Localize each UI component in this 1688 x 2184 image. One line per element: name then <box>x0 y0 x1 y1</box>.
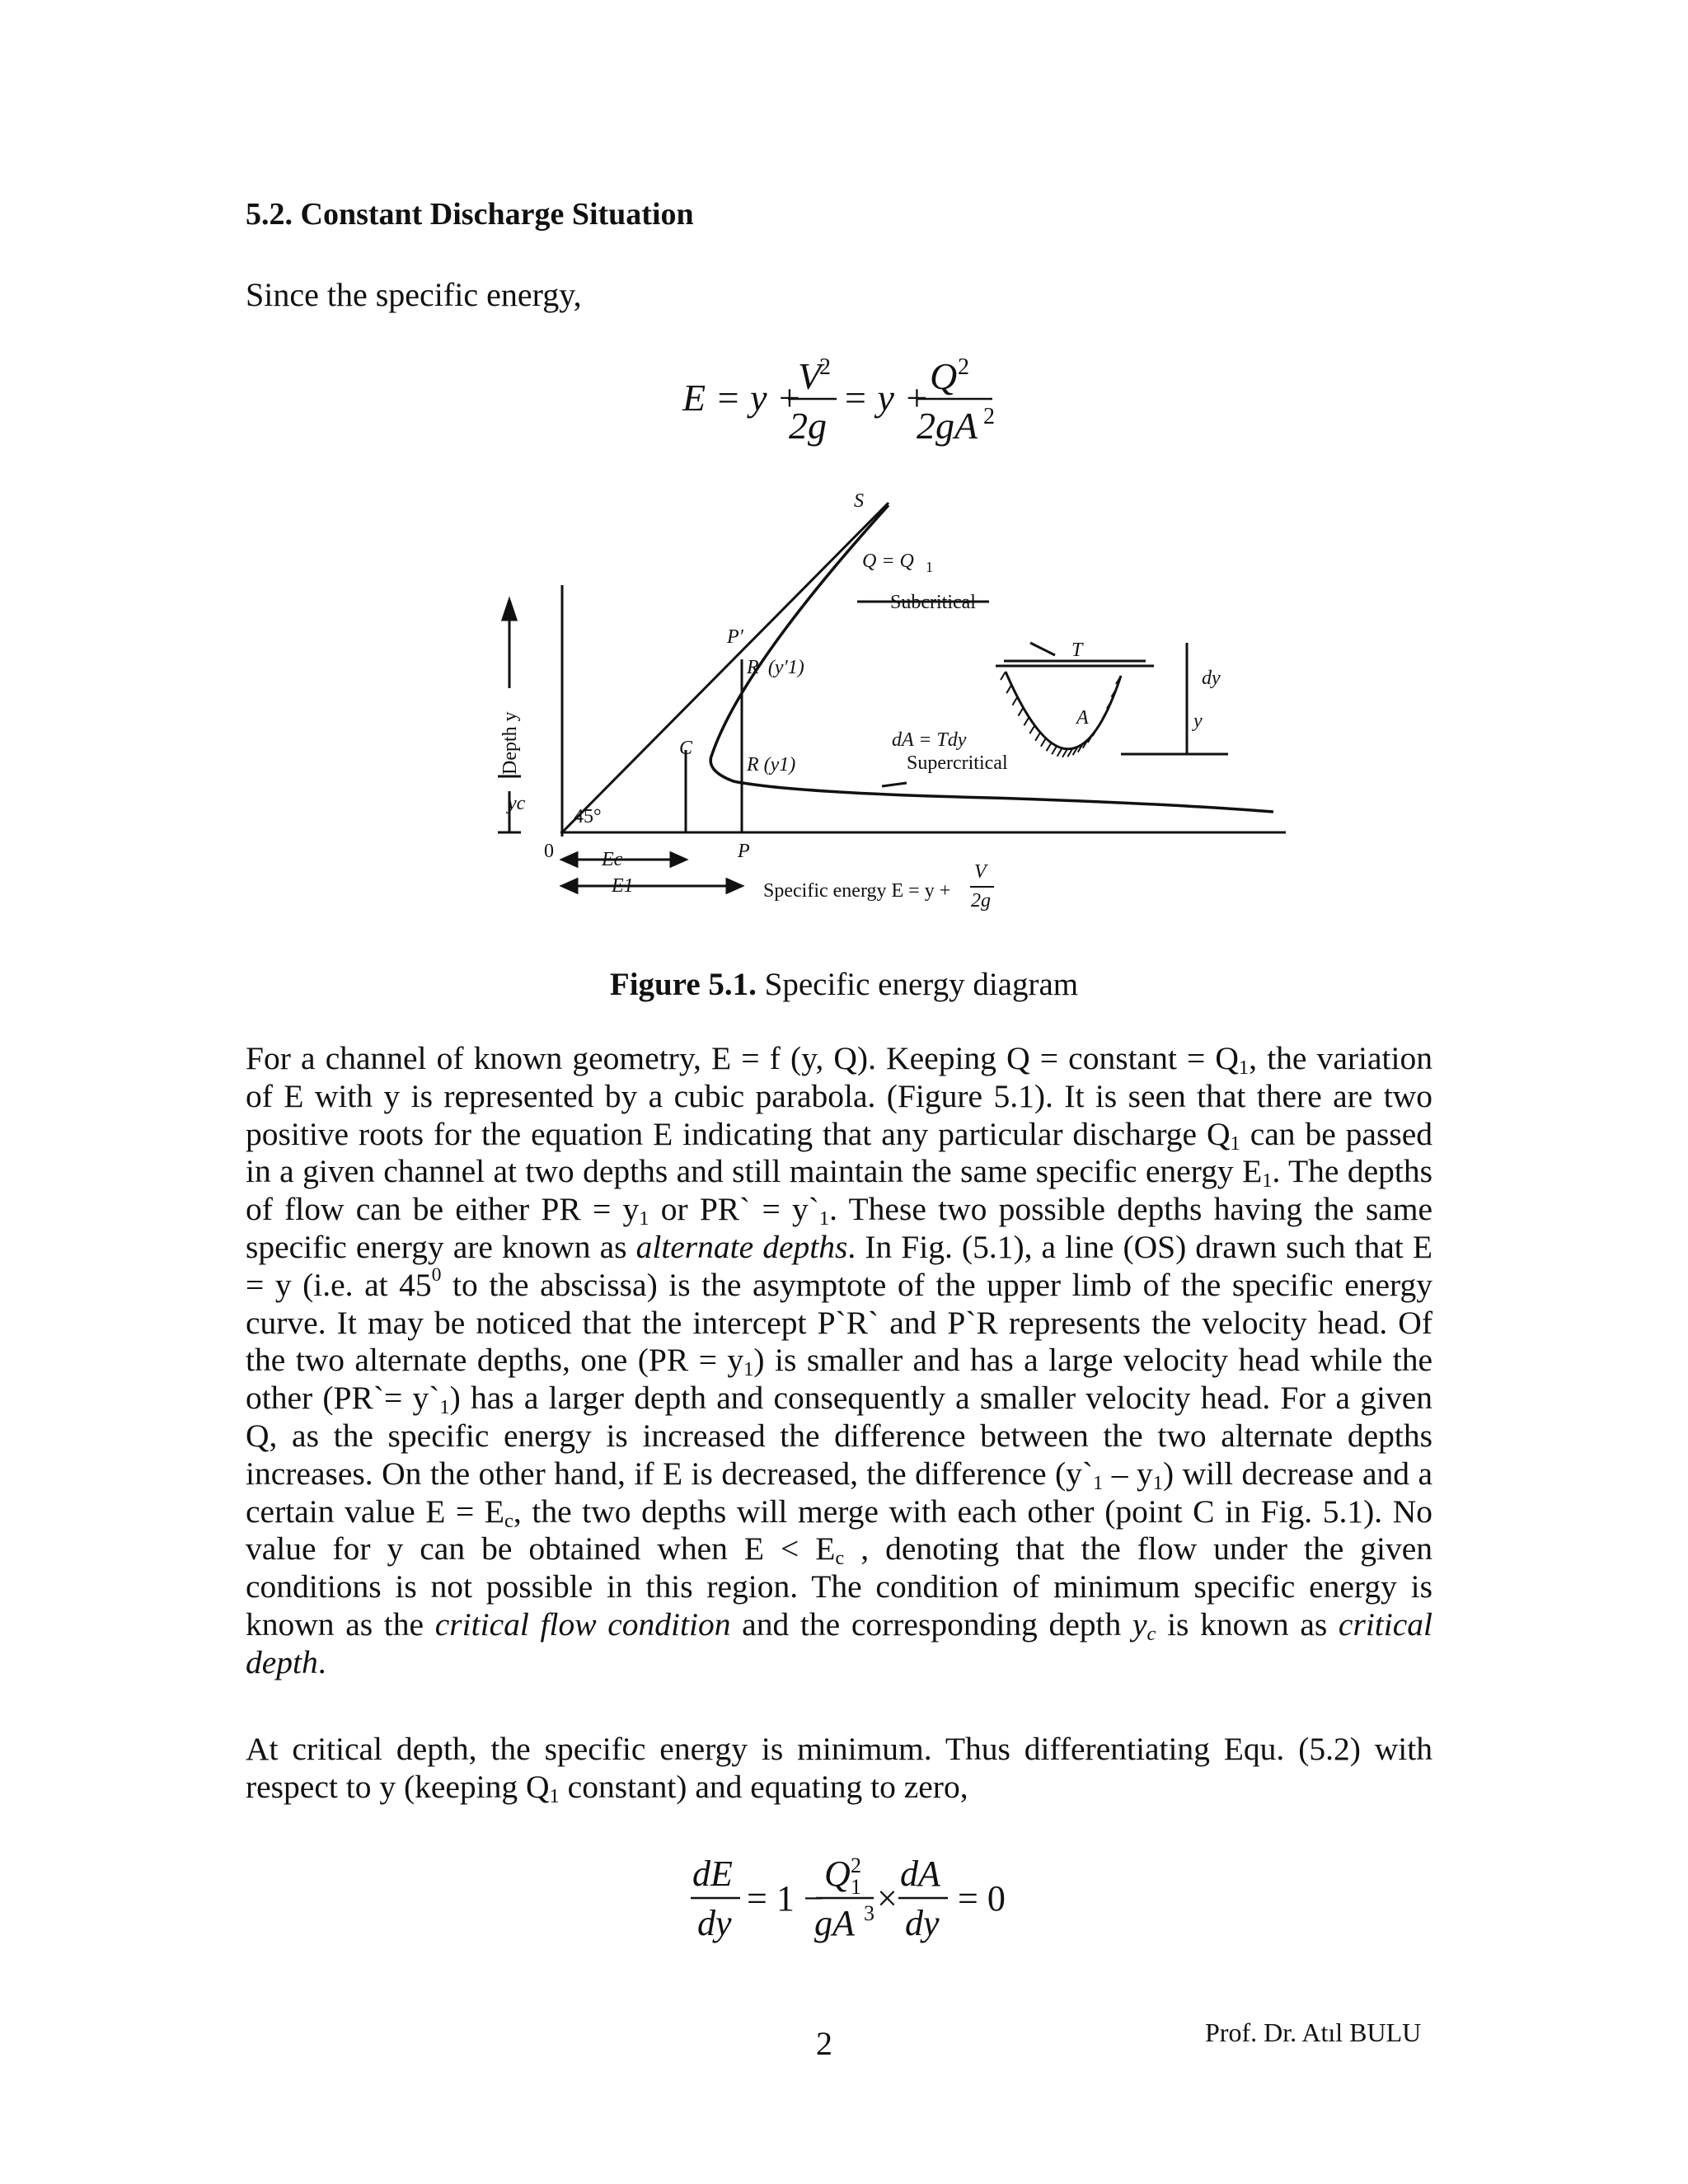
label-specific-energy: Specific energy E = y + <box>763 880 951 902</box>
label-spec-frac-num: V <box>974 861 987 883</box>
eq2-frac3-den: dy <box>905 1903 940 1943</box>
label-subcritical: Subcritical <box>890 592 976 613</box>
eq2-times: × <box>877 1878 898 1919</box>
channel-hatch-mark <box>1062 749 1067 757</box>
eq2-frac1-num: dE <box>692 1854 733 1894</box>
label-y: y <box>1193 710 1203 732</box>
eq2-mid: = 1 − <box>747 1878 824 1919</box>
eq2-frac2-num: Q <box>824 1854 851 1894</box>
label-supercritical: Supercritical <box>907 752 1008 774</box>
label-origin: 0 <box>544 841 554 862</box>
specific-energy-diagram <box>495 478 1286 940</box>
channel-hatch-mark <box>1001 672 1006 680</box>
intro-text: Since the specific energy, <box>246 276 582 313</box>
label-angle: 45° <box>574 806 602 827</box>
channel-hatch-mark <box>1018 708 1023 716</box>
label-ec: Ec <box>602 849 623 870</box>
label-dy: dy <box>1202 668 1221 689</box>
channel-hatch-mark <box>1047 743 1052 751</box>
specific-energy-equation <box>659 346 1039 453</box>
channel-hatch-mark <box>1029 725 1034 733</box>
channel-hatch-mark <box>1006 685 1011 693</box>
label-q-sub: 1 <box>926 559 933 575</box>
channel-hatch-mark <box>1024 717 1029 725</box>
eq2-frac2-den: gA <box>814 1903 855 1943</box>
derivative-equation <box>676 1846 1022 1953</box>
eq1-frac2-den: 2gA <box>917 405 978 447</box>
eq2-frac2-num-sub: 1 <box>851 1875 861 1899</box>
section-heading: 5.2. Constant Discharge Situation <box>246 197 694 232</box>
svg-text:2: 2 <box>819 354 831 380</box>
label-s: S <box>854 490 864 512</box>
label-da: dA = Tdy <box>892 729 967 751</box>
supercritical-pointer <box>882 783 907 786</box>
label-spec-frac-den: 2g <box>971 890 991 912</box>
eq1-mid: = y + <box>842 377 930 419</box>
label-q-eq: Q = Q <box>862 551 914 572</box>
figure-caption-label: Figure 5.1. <box>609 967 757 1002</box>
label-r: R (y1) <box>747 754 796 776</box>
label-c: C <box>679 738 693 759</box>
channel-hatch-mark <box>1035 733 1040 741</box>
label-p: P <box>738 841 750 862</box>
figure-caption-text: Specific energy diagram <box>756 967 1079 1002</box>
paragraph-2: At critical depth, the specific energy is minimum. Thus differentiating Equ. (5.2) with respect to y (keeping $Q_1$ constant) and equating to zero, <box>246 1731 1432 1807</box>
label-p-prime: P′ <box>727 626 743 648</box>
eq2-rhs: = 0 <box>958 1878 1006 1919</box>
eq2-frac3-num: dA <box>900 1854 940 1894</box>
eq1-lhs: E = y + <box>682 377 803 419</box>
channel-hatch-mark <box>1052 746 1057 754</box>
channel-hatch-mark <box>1057 748 1062 757</box>
label-a: A <box>1076 707 1089 729</box>
page-number: 2 <box>816 2025 832 2062</box>
eq1-frac1-den: 2g <box>789 405 827 447</box>
channel-hatch-mark <box>1098 719 1103 728</box>
label-yc: yc <box>508 793 526 814</box>
svg-text:2: 2 <box>983 404 995 429</box>
label-t: T <box>1071 640 1083 661</box>
paragraph-1: For a channel of known geometry, E = f (y, Q). Keeping Q = constant = $Q_1$, the variation of E with y is represented by a cubic parabola. (Figure 5.1). It is seen that there are two positive roots for the equation E indicating that any particular discharge $Q_1$ can be passed in a given channel at two depths and still maintain the same specific energy $E_1$. The depths of flow can be either PR = $y_1$ or PR` = $y`_1$. These two possible depths having the same specific energy are known as alternate depths. In Fig. (5.1), a line (OS) drawn such that E = y (i.e. at $45^0$ to the abscissa) is the asymptote of the upper limb of the specific energy curve. It may be noticed that the intercept P`R` and P`R represents the velocity head. Of the two alternate depths, one $(PR = y_1)$ is smaller and has a large velocity head while the other (PR`= $y`_1$) has a larger depth and consequently a smaller velocity head. For a given Q, as the specific energy is increased the difference between the two alternate depths increases. On the other hand, if E is decreased, the difference $(y`_1 - y_1)$ will decrease and a certain value $E = E_c$, the two depths will merge with each other (point C in Fig. 5.1). No value for y can be obtained when $E < E_c$ , denoting that the flow under the given conditions is not possible in this region. The condition of minimum specific energy is known as the critical flow condition and the corresponding depth $y_c$ is known as critical depth. <box>246 1040 1433 1680</box>
eq1-frac1-num: V <box>798 355 822 397</box>
os-asymptote-line <box>562 503 889 832</box>
author-name: Prof. Dr. Atıl BULU <box>1205 2018 1422 2047</box>
svg-text:2: 2 <box>958 354 969 380</box>
svg-text:3: 3 <box>864 1901 874 1925</box>
svg-text:2: 2 <box>851 1854 861 1877</box>
eq2-frac1-den: dy <box>697 1903 732 1943</box>
figure-caption <box>0 966 1688 1003</box>
label-depth-axis: Depth y <box>499 711 521 775</box>
channel-hatch-mark <box>1012 697 1017 705</box>
label-e1: E1 <box>612 875 634 897</box>
channel-hatch-mark <box>1041 738 1046 747</box>
channel-section <box>1006 672 1121 749</box>
label-r-prime: R′ (y′1) <box>747 657 804 678</box>
eq1-frac2-num: Q <box>930 355 958 397</box>
